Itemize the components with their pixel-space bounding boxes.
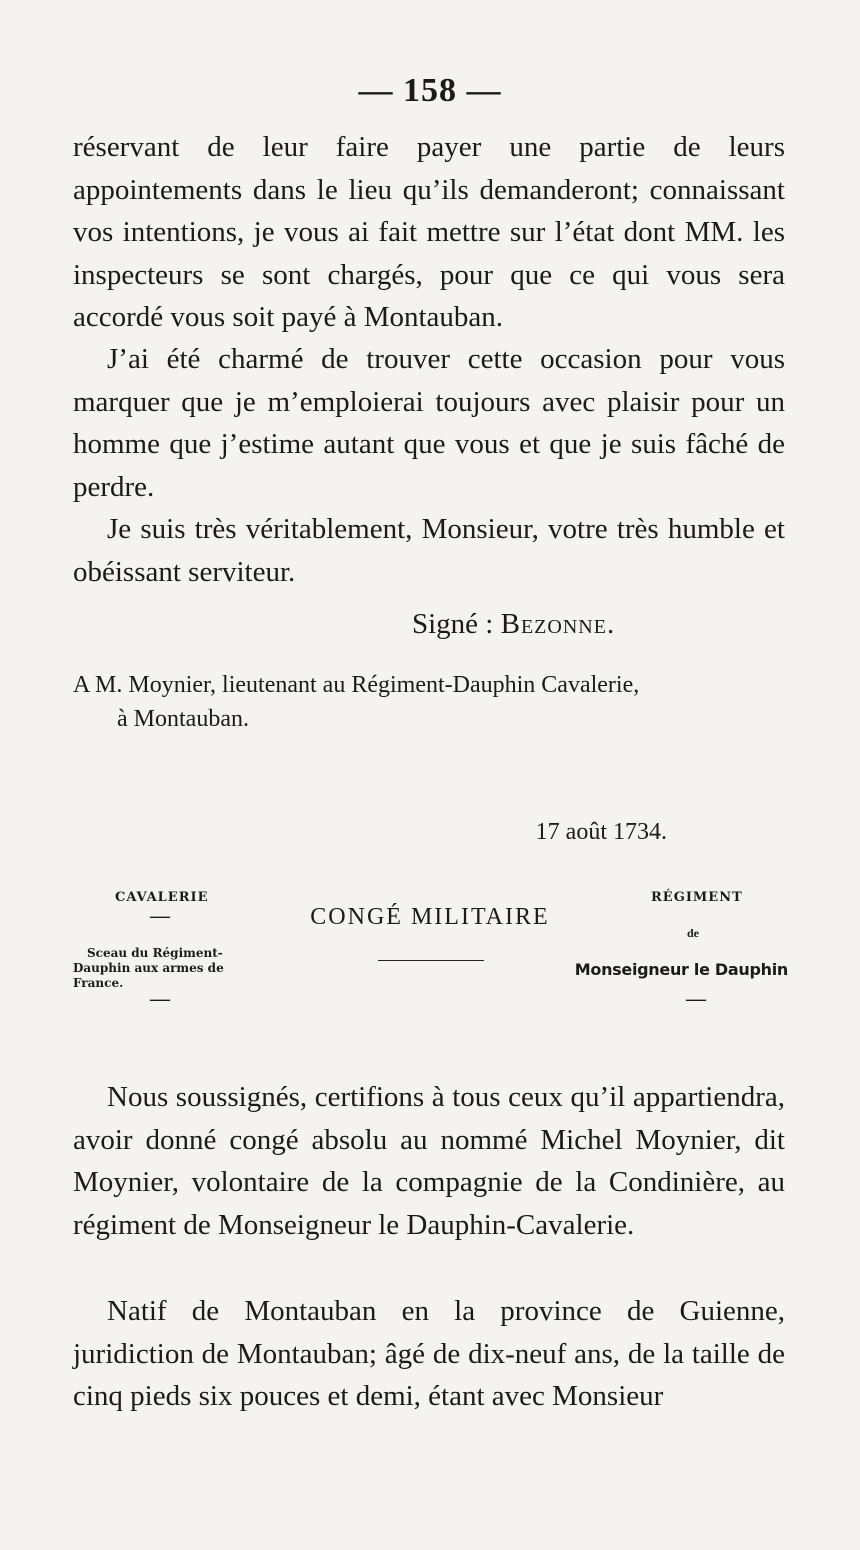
title-rule	[378, 960, 484, 961]
paragraph-certifions: Nous soussignés, certifions à tous ceux qu’il appartiendra, avoir donné congé absolu au nommé Michel Moynier, dit Moynier, volontaire de la compagnie de la Condinière, au régiment de Monseigneur le Dauphin-Cavalerie.	[73, 1081, 785, 1241]
right-dash-bottom: —	[686, 988, 706, 1010]
address-line-1: A M. Moynier, lieutenant au Régiment-Dauphin Cavalerie,	[73, 672, 640, 698]
left-dash-top: —	[150, 905, 170, 927]
conge-militaire-title: CONGÉ MILITAIRE	[310, 904, 550, 930]
seal-line-1: Sceau du Régiment-	[87, 946, 223, 960]
signature-prefix: Signé :	[412, 608, 501, 640]
cavalerie-label: CAVALERIE	[115, 890, 209, 905]
paragraph-natif: Natif de Montauban en la province de Guienne, juridiction de Montauban; âgé de dix-neuf ans, de la taille de cinq pieds six pouces et demi, étant avec Monsieur	[73, 1295, 785, 1412]
de-label: de	[687, 926, 699, 940]
seal-line-3: France.	[73, 976, 124, 990]
paragraph-charme: J’ai été charmé de trouver cette occasion pour vous marquer que je m’emploierai toujours avec plaisir pour un homme que j’estime autant que vous et que je suis fâché de perdre.	[73, 343, 785, 503]
regiment-label: RÉGIMENT	[651, 890, 743, 905]
page-number: — 158 —	[358, 72, 502, 109]
address-line-2: à Montauban.	[117, 706, 249, 732]
signature-name: Bezonne.	[500, 608, 616, 640]
paragraph-salutation: Je suis très véritablement, Monsieur, votre très humble et obéissant serviteur.	[73, 513, 785, 588]
left-dash-bottom: —	[150, 988, 170, 1010]
letter-date: 17 août 1734.	[535, 819, 667, 845]
monseigneur-label: Monseigneur le Dauphin	[574, 960, 788, 979]
address-block	[73, 668, 785, 736]
paragraph-appointements: réservant de leur faire payer une partie de leurs appointements dans le lieu qu’ils demanderont; connaissant vos intentions, je vous ai fait mettre sur l’état dont MM. les inspecteurs se sont chargés, pour que ce qui vous sera accordé vous soit payé à Montauban.	[73, 131, 785, 333]
signature	[412, 604, 615, 644]
seal-line-2: Dauphin aux armes de	[73, 961, 224, 975]
seal-note	[73, 946, 263, 991]
